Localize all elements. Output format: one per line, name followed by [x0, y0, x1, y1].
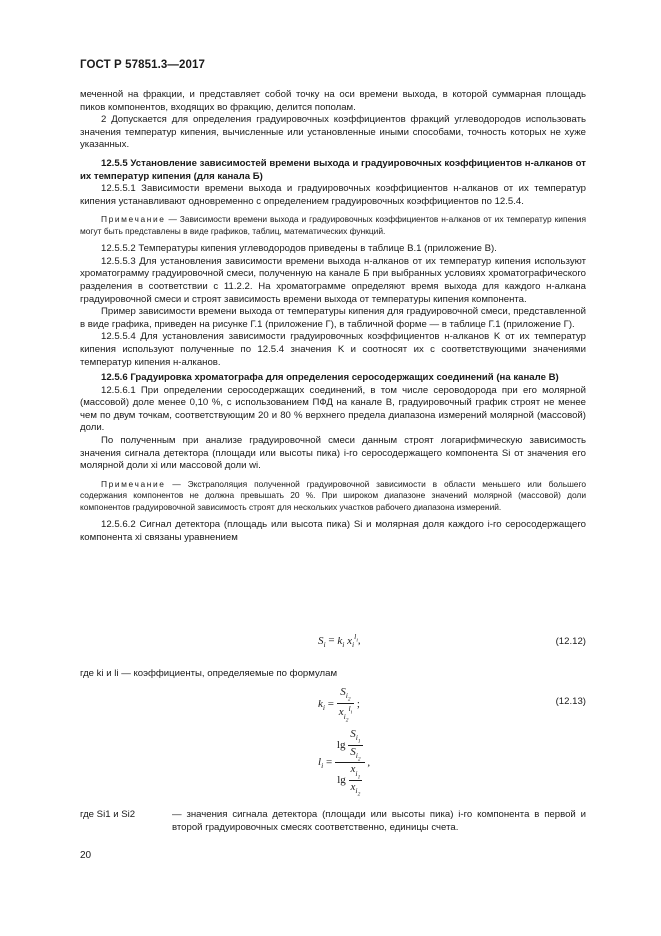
formula-12-13-l: $l_i$ = lg $\frac{S_{i_1}}{S_{i_2}}$ lg $\frac{x_{i_1}}{x_{i_2}}$ , [318, 728, 371, 798]
page-header: ГОСТ Р 57851.3—2017 [80, 59, 205, 71]
page-number: 20 [80, 850, 92, 861]
body-text [80, 89, 586, 544]
paragraph-note-2: 2 Допускается для определения градуировочных коэффициентов фракций углеводородов использовать значения температур кипения, вычисленные или установленные иными способами, точность которых не хуже указанных. [80, 114, 586, 151]
paragraph-12-5-5-3: 12.5.5.3 Для установления зависимости времени выхода н-алканов от их температур кипения используют хроматограмму градуировочной смеси, полученную на канале Б при выбранных условиях хроматографического разделения в соответствии с 11.2.2. На хроматограмме определяют время выхода для каждого н-алкана градуировочной смеси и строят зависимость времени выхода от температуры кипения компонента. [80, 255, 586, 305]
paragraph-12-5-6-1: 12.5.6.1 При определении серосодержащих соединений, в том числе сероводорода при его молярной (массовой) доле менее 0,10 %, с использованием ПФД на канале В, градуировочный график строят не менее чем по двум точкам, соответствующим 20 и 80 % верхнего предела диапазона измерений молярной (массовой) доли. [80, 384, 586, 434]
note-2: Примечание — Экстраполяция полученной градуировочной зависимости в области меньшего или большего содержания компонентов не должна превышать 20 %. При широком диапазоне значений молярной (массовой) доли компонентов градуировочной зависимость строят для нескольких участков рабочего диапазона измерений. [80, 478, 586, 512]
note-label: Примечание [101, 214, 166, 225]
equation-number-12-12: (12.12) [555, 636, 586, 647]
paragraph-12-5-6-2: 12.5.6.2 Сигнал детектора (площадь или высота пика) Si и молярная доля каждого i-го серосодержащего компонента xi связаны уравнением [80, 519, 586, 543]
paragraph-log-dependence: По полученным при анализе градуировочной смеси данным строят логарифмическую зависимость значения сигнала детектора (площади или высоты пика) i-го серосодержащего компонента Si от значения его молярной доли xi или массовой доли wi. [80, 435, 586, 472]
paragraph-12-5-5-2: 12.5.5.2 Температуры кипения углеводородов приведены в таблице В.1 (приложение В). [101, 243, 497, 255]
note-label: Примечание [101, 478, 166, 489]
section-heading-12-5-5: 12.5.5 Установление зависимостей времени выхода и градуировочных коэффициентов н-алканов от их температур кипения (для канала Б) [80, 157, 586, 182]
paragraph-12-5-5-4: 12.5.5.4 Для установления зависимости градуировочных коэффициентов н-алканов K от их температур кипения используют полученные по 12.5.4 значения K и соотносят их с соответствующими значениями температур кипения н-алканов. [80, 331, 586, 368]
where-si-lhs: где Si1 и Si2 [80, 809, 136, 820]
note-1: Примечание — Зависимости времени выхода и градуировочных коэффициентов н-алканов от их температур кипения могут быть представлены в виде графиков, таблиц, математических функций. [80, 214, 586, 236]
where-si-rhs: — значения сигнала детектора (площади или высоты пика) i-го компонента в первой и второй градуировочных смесях соответственно, единицы счета. [172, 809, 586, 833]
paragraph-12-5-5-1: 12.5.5.1 Зависимости времени выхода и градуировочных коэффициентов н-алканов от их температур кипения устанавливают одновременно с определением градуировочных коэффициентов по 12.5.4. [80, 183, 586, 207]
where-k-l-text: где ki и li — коэффициенты, определяемые по формулам [80, 668, 338, 679]
formula-12-12: $S_i = k_i$ $x_i^{l_i}$, [318, 632, 361, 649]
paragraph-example: Пример зависимости времени выхода от температуры кипения для градуировочной смеси, представленной в виде графика, приведен на рисунке Г.1 (приложение Г), в табличной форме — в таблице Г.1 (приложение Г). [80, 306, 586, 330]
formula-12-13-k: $k_i$ = $\frac{S_{i_2}}{x_{i_2}^{l_i}}$ ; [318, 686, 360, 724]
paragraph-continuation: меченной на фракции, и представляет собой точку на оси времени выхода, в которой суммарная площадь пиков компонентов, входящих во фракцию, делится пополам. [80, 89, 586, 113]
equation-number-12-13: (12.13) [555, 696, 586, 707]
section-heading-12-5-6: 12.5.6 Градуировка хроматографа для определения серосодержащих соединений (на канале В) [101, 372, 559, 384]
